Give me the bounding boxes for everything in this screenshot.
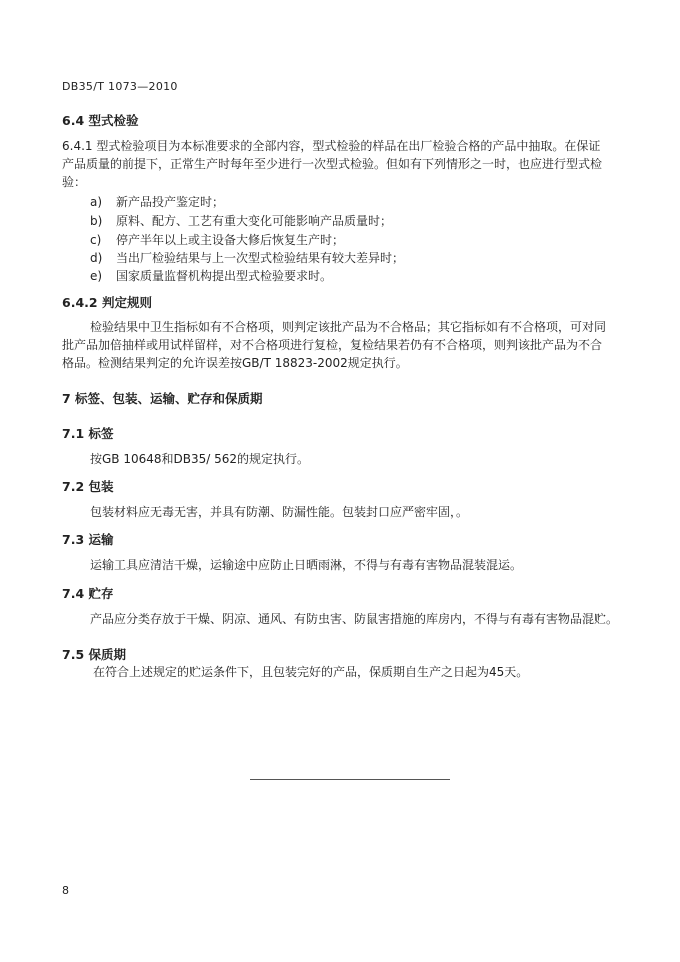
para-6-4-1-line-3: 验：: [62, 175, 87, 189]
heading-7-5: 7.5 保质期: [62, 647, 126, 662]
list-item-text: 新产品投产鉴定时；: [116, 195, 225, 209]
para-7-4: 产品应分类存放于干燥、阴凉、通风、有防虫害、防鼠害措施的库房内，不得与有毒有害物品混贮。: [90, 612, 619, 626]
list-item-label: b): [90, 214, 103, 228]
para-7-5: 在符合上述规定的贮运条件下，且包装完好的产品，保质期自生产之日起为45天。: [93, 665, 529, 679]
list-item-label: d): [90, 251, 103, 265]
heading-7-4: 7.4 贮存: [62, 586, 114, 601]
list-item-label: a): [90, 195, 103, 209]
heading-7-2: 7.2 包装: [62, 479, 114, 494]
list-item-text: 当出厂检验结果与上一次型式检验结果有较大差异时；: [116, 251, 405, 265]
page-number: 8: [62, 884, 69, 897]
para-6-4-2-line-1: 检验结果中卫生指标如有不合格项，则判定该批产品为不合格品；其它指标如有不合格项，可对同: [90, 320, 607, 334]
list-item: [90, 249, 404, 266]
para-6-4-2-line-3: 格品。检测结果判定的允许误差按GB/T 18823-2002规定执行。: [62, 356, 408, 370]
list-item: [90, 212, 392, 229]
heading-6-4-2: 6.4.2 判定规则: [62, 295, 152, 310]
para-7-1: 按GB 10648和DB35/ 562的规定执行。: [90, 452, 310, 466]
para-6-4-1-line-1: 6.4.1 型式检验项目为本标准要求的全部内容，型式检验的样品在出厂检验合格的产品中抽取。在保证: [62, 139, 601, 153]
document-code: DB35/T 1073—2010: [62, 80, 178, 93]
heading-7-3: 7.3 运输: [62, 532, 114, 547]
heading-7: 7 标签、包装、运输、贮存和保质期: [62, 391, 263, 406]
end-rule: [250, 779, 450, 780]
para-7-3: 运输工具应清洁干燥，运输途中应防止日晒雨淋，不得与有毒有害物品混装混运。: [90, 558, 523, 572]
list-item-label: e): [90, 269, 103, 283]
para-6-4-1-line-2: 产品质量的前提下，正常生产时每年至少进行一次型式检验。但如有下列情形之一时，也应进行型式检: [62, 157, 603, 171]
list-item: [90, 231, 344, 248]
heading-6-4: 6.4 型式检验: [62, 113, 139, 128]
list-item-label: c): [90, 233, 102, 247]
para-6-4-2-line-2: 批产品加倍抽样或用试样留样，对不合格项进行复检，复检结果若仍有不合格项，则判该批产品为不合: [62, 338, 603, 352]
list-item: [90, 267, 332, 284]
list-item-text: 停产半年以上或主设备大修后恢复生产时；: [116, 233, 345, 247]
list-item-text: 原料、配方、工艺有重大变化可能影响产品质量时；: [116, 214, 393, 228]
para-7-2: 包装材料应无毒无害，并具有防潮、防漏性能。包装封口应严密牢固，。: [90, 505, 469, 519]
heading-7-1: 7.1 标签: [62, 426, 114, 441]
list-item-text: 国家质量监督机构提出型式检验要求时。: [116, 269, 333, 283]
list-item: [90, 193, 224, 210]
